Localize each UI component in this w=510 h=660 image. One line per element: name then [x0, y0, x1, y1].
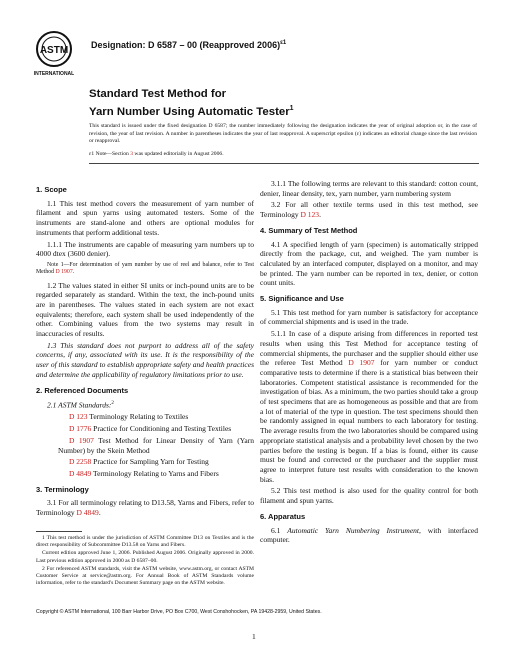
ref-item: D 2258 Practice for Sampling Yarn for Testing — [69, 457, 209, 467]
footnote-rule — [36, 531, 82, 532]
ref-link[interactable]: D 123 — [69, 412, 88, 422]
left-column — [36, 179, 254, 520]
astm-logo — [34, 30, 74, 78]
d4849-link[interactable]: D 4849 — [76, 508, 99, 518]
svg-text:ASTM: ASTM — [39, 45, 69, 56]
right-column — [260, 179, 478, 547]
para-1-2: 1.2 The values stated in either SI units or inch-pound units are to be regarded separately as standard. Within the text, the inch-pound units are in parentheses. The values stated in each system are not exact equivalents; therefore, each system shall be used independently of the other. Combining values from the two systems may result in inaccuracies of results. — [36, 280, 254, 339]
svg-text:INTERNATIONAL: INTERNATIONAL — [34, 71, 74, 77]
para-5-1-1: 5.1.1 In case of a dispute arising from differences in reported test results when using this Test Method for acceptance testing of commercial shipments, the purchaser and the supplier should either use the referee Test Method D 1907 for yarn number or conduct comparative tests to determine if there is a statistical bias between their laboratories. Competent statistical assistance is recommended for the investigation of bias. As a minimum, the two parties should take a group of test specimens that are as homogeneous as possible and that are from a lot of material of the type in question. The test specimens should then be randomly assigned in equal numbers to each laboratory for testing. The average results from the two laboratories should be compared using appropriate statistical analysis and a probability level chosen by the two parties before the testing is begun. If a bias is found, either its cause must be found and corrected or the purchaser and the supplier must agree to interpret future test results with consideration to the known bias. — [260, 329, 478, 484]
ref-item: D 1776 Practice for Conditioning and Testing Textiles — [69, 424, 232, 434]
section-6-heading: 6. Apparatus — [260, 511, 306, 521]
editorial-note: ε1 Note—Section 3 was updated editorially in August 2006. — [89, 151, 224, 157]
ref-link[interactable]: D 1907 — [69, 435, 94, 445]
para-1-1: 1.1 This test method covers the measurement of yarn number of filament and spun yarns using automated testers. Some of the instruments are stand-alone and others are optional modules for instruments that perform additional tests. — [36, 198, 254, 237]
standard-notice: This standard is issued under the fixed designation D 6587; the number immediately following the designation indicates the year of original adoption or, in the case of revision, the year of last revision. A number in parentheses indicates the year of last reapproval. A superscript epsilon (ε) indicates an editorial change since the last revision or reapproval. — [89, 123, 477, 145]
para-1-1-1: 1.1.1 The instruments are capable of measuring yarn numbers up to 4000 dtex (3600 denier). — [36, 239, 254, 259]
para-5-2: 5.2 This test method is also used for the quality control for both filament and spun yarns. — [260, 486, 478, 506]
ref-link[interactable]: D 4849 — [69, 468, 92, 478]
d1907-link[interactable]: D 1907 — [348, 358, 375, 368]
document-title — [89, 88, 294, 119]
para-2-1: 2.1 ASTM Standards:$^2$ — [47, 400, 114, 410]
referenced-list — [36, 412, 254, 478]
para-3-2: 3.2 For all other textile terms used in this test method, see Terminology D 123. — [260, 200, 478, 220]
para-1-3: 1.3 This standard does not purport to address all of the safety concerns, if any, associated with its use. It is the responsibility of the user of this standard to establish appropriate safety and health practices and determine the applicability of regulatory limitations prior to use. — [36, 340, 254, 379]
section-3-link[interactable]: 3 — [130, 151, 134, 157]
title-line-2: Yarn Number Using Automatic Tester$^1$ — [89, 104, 294, 118]
page-number: 1 — [252, 632, 256, 641]
footnote-1: 1 This test method is under the jurisdiction of ASTM Committee D13 on Textiles and is the direct responsibility of Subcommittee D13.58 on Yarns and Fibers. — [36, 535, 254, 549]
title-line-1: Standard Test Method for — [89, 88, 227, 100]
copyright: Copyright © ASTM International, 100 Barr Harbor Drive, PO Box C700, West Conshohocken, PA 19428-2959, United States. — [36, 609, 322, 615]
note-1: Note 1—For determination of yarn number by use of reel and balance, refer to Test Method D 1907. — [36, 261, 254, 276]
ref-link[interactable]: D 1776 — [69, 424, 92, 434]
footnote-1-cont: Current edition approved June 1, 2006. Published August 2006. Originally approved in 2000. Last previous edition approved in 2000 as D 6587–00. — [36, 550, 254, 564]
para-6-1: 6.1 Automatic Yarn Numbering Instrument, with interfaced computer. — [260, 525, 479, 545]
section-1-heading: 1. Scope — [36, 185, 67, 194]
designation: Designation: D 6587 – 00 (Reapproved 2006)$^{\varepsilon 1}$ — [91, 40, 287, 50]
divider — [89, 163, 479, 164]
ref-item: D 123 Terminology Relating to Textiles — [69, 412, 189, 422]
para-3-1: 3.1 For all terminology relating to D13.58, Yarns and Fibers, refer to Terminology D 4849. — [36, 498, 254, 518]
para-3-1-1: 3.1.1 The following terms are relevant to this standard: cotton count, denier, linear density, tex, yarn number, yarn numbering system — [260, 179, 478, 198]
footnotes — [36, 535, 254, 588]
d1907-link[interactable]: D 1907 — [55, 269, 73, 276]
footnote-2: 2 For referenced ASTM standards, visit the ASTM website, www.astm.org, or contact ASTM Customer Service at service@astm.org. For Annual Book of ASTM Standards volume information, refer to the standard's Document Summary page on the ASTM website. — [36, 565, 254, 587]
d123-link[interactable]: D 123 — [300, 210, 320, 220]
ref-item: D 4849 Terminology Relating to Yarns and Fibers — [69, 468, 219, 478]
section-4-heading: 4. Summary of Test Method — [260, 225, 358, 235]
section-3-heading: 3. Terminology — [36, 484, 89, 494]
section-2-heading: 2. Referenced Documents — [36, 385, 129, 395]
ref-item: D 1907 Test Method for Linear Density of Yarn (Yarn Number) by the Skein Method — [58, 435, 254, 455]
section-5-heading: 5. Significance and Use — [260, 294, 344, 304]
ref-link[interactable]: D 2258 — [69, 457, 92, 467]
para-5-1: 5.1 This test method for yarn number is satisfactory for acceptance of commercial shipments and is used in the trade. — [260, 307, 478, 327]
para-4-1: 4.1 A specified length of yarn (specimen) is automatically stripped directly from the package, cut, and weighed. The yarn number is calculated by an interfaced computer, displayed on a monitor, and may be printed. The yarn number can be reported in tex, denier, or cotton count units. — [260, 239, 478, 288]
